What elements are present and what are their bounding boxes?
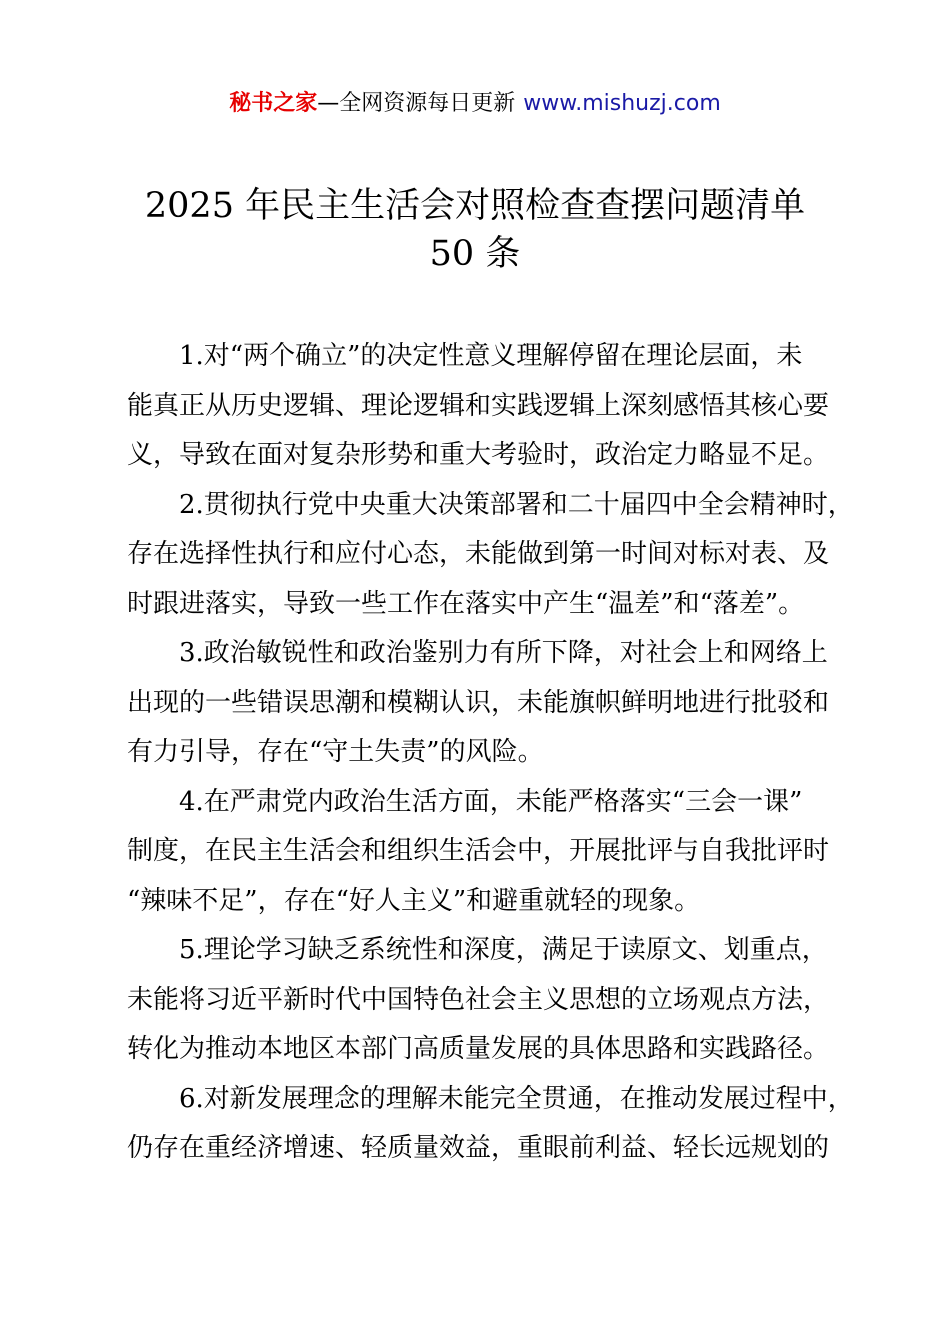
paragraph-line: 未能将习近平新时代中国特色社会主义思想的立场观点方法， <box>127 984 830 1015</box>
paragraph-line: 有力引导，存在“守土失责”的风险。 <box>127 737 544 767</box>
paragraph-line: 仍存在重经济增速、轻质量效益，重眼前利益、轻长远规划的 <box>127 1133 830 1163</box>
paragraph-line: 出现的一些错误思潮和模糊认识，未能旗帜鲜明地进行批驳和 <box>127 687 830 718</box>
brand-name: 秘书之家 <box>229 91 318 116</box>
header-slogan: —全网资源每日更新 <box>317 91 516 116</box>
paragraph-6 <box>127 1075 855 1174</box>
site-url[interactable]: www.mishuzj.com <box>523 91 721 116</box>
paragraph-line: 4.在严肃党内政治生活方面，未能严格落实“三会一课” <box>179 786 803 817</box>
paragraph-1 <box>127 332 855 481</box>
title-line-1: 2025 年民主生活会对照检查查摆问题清单 <box>144 186 806 226</box>
paragraph-4 <box>127 778 855 927</box>
paragraph-line: 3.政治敏锐性和政治鉴别力有所下降，对社会上和网络上 <box>179 638 828 668</box>
paragraph-2 <box>127 481 855 630</box>
document-body <box>127 332 855 1174</box>
paragraph-5 <box>127 926 855 1075</box>
paragraph-line: 5.理论学习缺乏系统性和深度，满足于读原文、划重点， <box>179 935 828 965</box>
document-title <box>100 182 850 278</box>
paragraph-3 <box>127 629 855 778</box>
paragraph-line: 2.贯彻执行党中央重大决策部署和二十届四中全会精神时， <box>179 489 854 520</box>
paragraph-line: 转化为推动本地区本部门高质量发展的具体思路和实践路径。 <box>127 1034 830 1064</box>
paragraph-line: 制度，在民主生活会和组织生活会中，开展批评与自我批评时 <box>127 836 830 866</box>
title-line-2: 50 条 <box>429 234 521 274</box>
paragraph-line: 6.对新发展理念的理解未能完全贯通，在推动发展过程中， <box>179 1083 854 1114</box>
paragraph-line: 时跟进落实，导致一些工作在落实中产生“温差”和“落差”。 <box>127 588 805 619</box>
paragraph-line: 存在选择性执行和应付心态，未能做到第一时间对标对表、及 <box>127 539 830 569</box>
paragraph-line: 义，导致在面对复杂形势和重大考验时，政治定力略显不足。 <box>127 440 830 470</box>
paragraph-line: 能真正从历史逻辑、理论逻辑和实践逻辑上深刻感悟其核心要 <box>127 390 830 421</box>
paragraph-line: 1.对“两个确立”的决定性意义理解停留在理论层面，未 <box>179 341 803 371</box>
site-header <box>0 88 950 120</box>
paragraph-line: “辣味不足”，存在“好人主义”和避重就轻的现象。 <box>127 885 701 916</box>
